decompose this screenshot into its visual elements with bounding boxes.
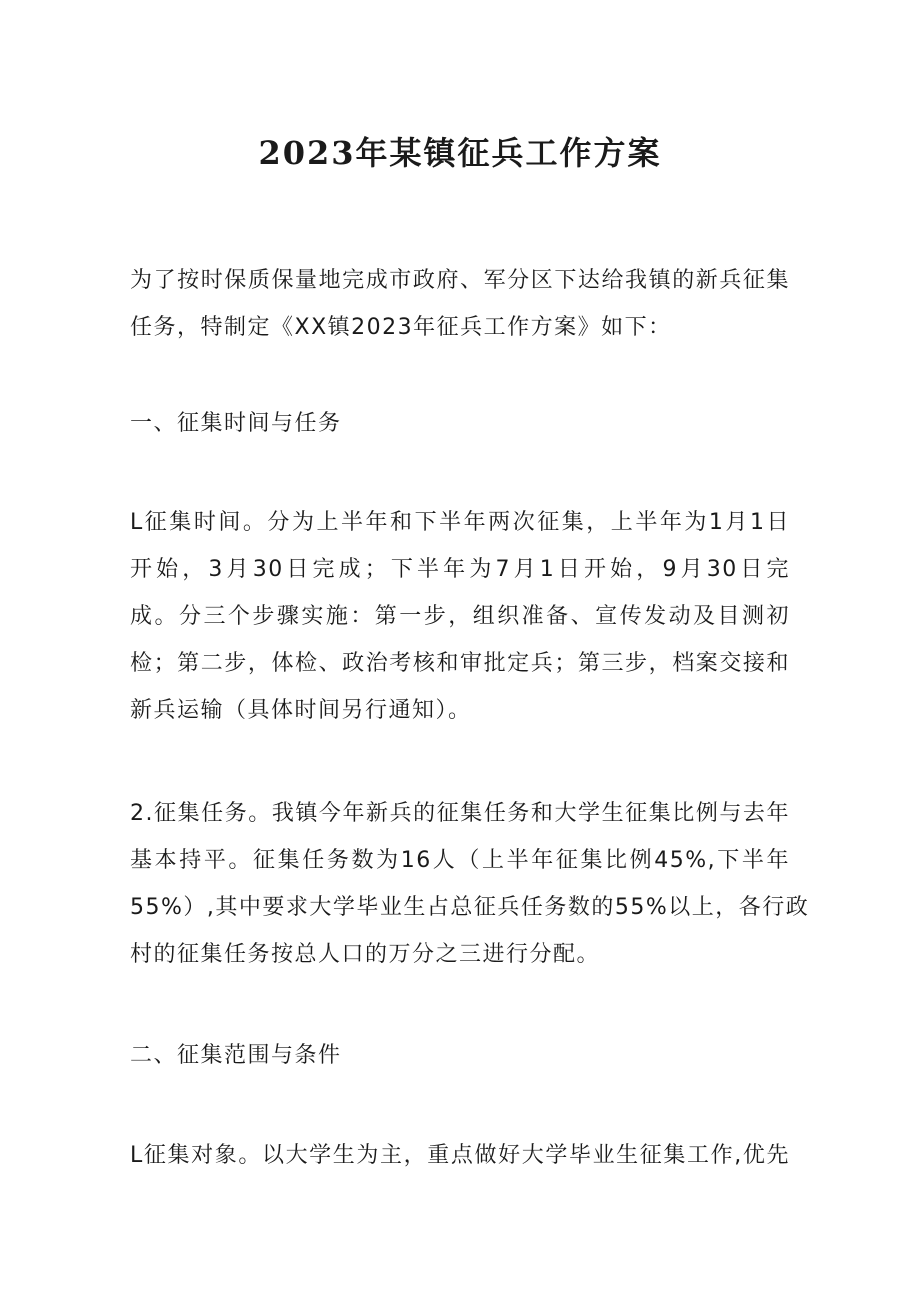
paragraph-line: 任务，特制定《XX镇2023年征兵工作方案》如下： [130, 315, 672, 340]
paragraph-line: 开始，3月30日完成；下半年为7月1日开始，9月30日完 [130, 557, 790, 582]
paragraph-line: 新兵运输（具体时间另行通知）。 [130, 698, 472, 723]
paragraph-line: 基本持平。征集任务数为16人（上半年征集比例45%,下半年 [130, 848, 790, 873]
paragraph-line: 2.征集任务。我镇今年新兵的征集任务和大学生征集比例与去年 [130, 801, 790, 826]
paragraph-line: L征集对象。以大学生为主，重点做好大学毕业生征集工作,优先 [130, 1143, 790, 1168]
section-heading-text: 二、征集范围与条件 [130, 1043, 342, 1068]
item-3-paragraph [130, 1132, 790, 1179]
item-1-paragraph [130, 499, 790, 734]
intro-paragraph [130, 257, 790, 351]
section-heading-text: 一、征集时间与任务 [130, 411, 342, 436]
section-heading-2 [130, 1032, 790, 1079]
paragraph-line: 为了按时保质保量地完成市政府、军分区下达给我镇的新兵征集 [130, 268, 790, 293]
item-2-paragraph [130, 790, 810, 978]
paragraph-line: L征集时间。分为上半年和下半年两次征集，上半年为1月1日 [130, 510, 790, 535]
paragraph-line: 村的征集任务按总人口的万分之三进行分配。 [130, 942, 601, 967]
section-heading-1 [130, 400, 790, 447]
paragraph-line: 成。分三个步骤实施：第一步，组织准备、宣传发动及目测初 [130, 604, 790, 629]
paragraph-line: 检；第二步，体检、政治考核和审批定兵；第三步，档案交接和 [130, 651, 790, 676]
document-title: 2023年某镇征兵工作方案 [258, 134, 662, 172]
paragraph-line: 55%）,其中要求大学毕业生占总征兵任务数的55%以上，各行政 [130, 895, 810, 920]
